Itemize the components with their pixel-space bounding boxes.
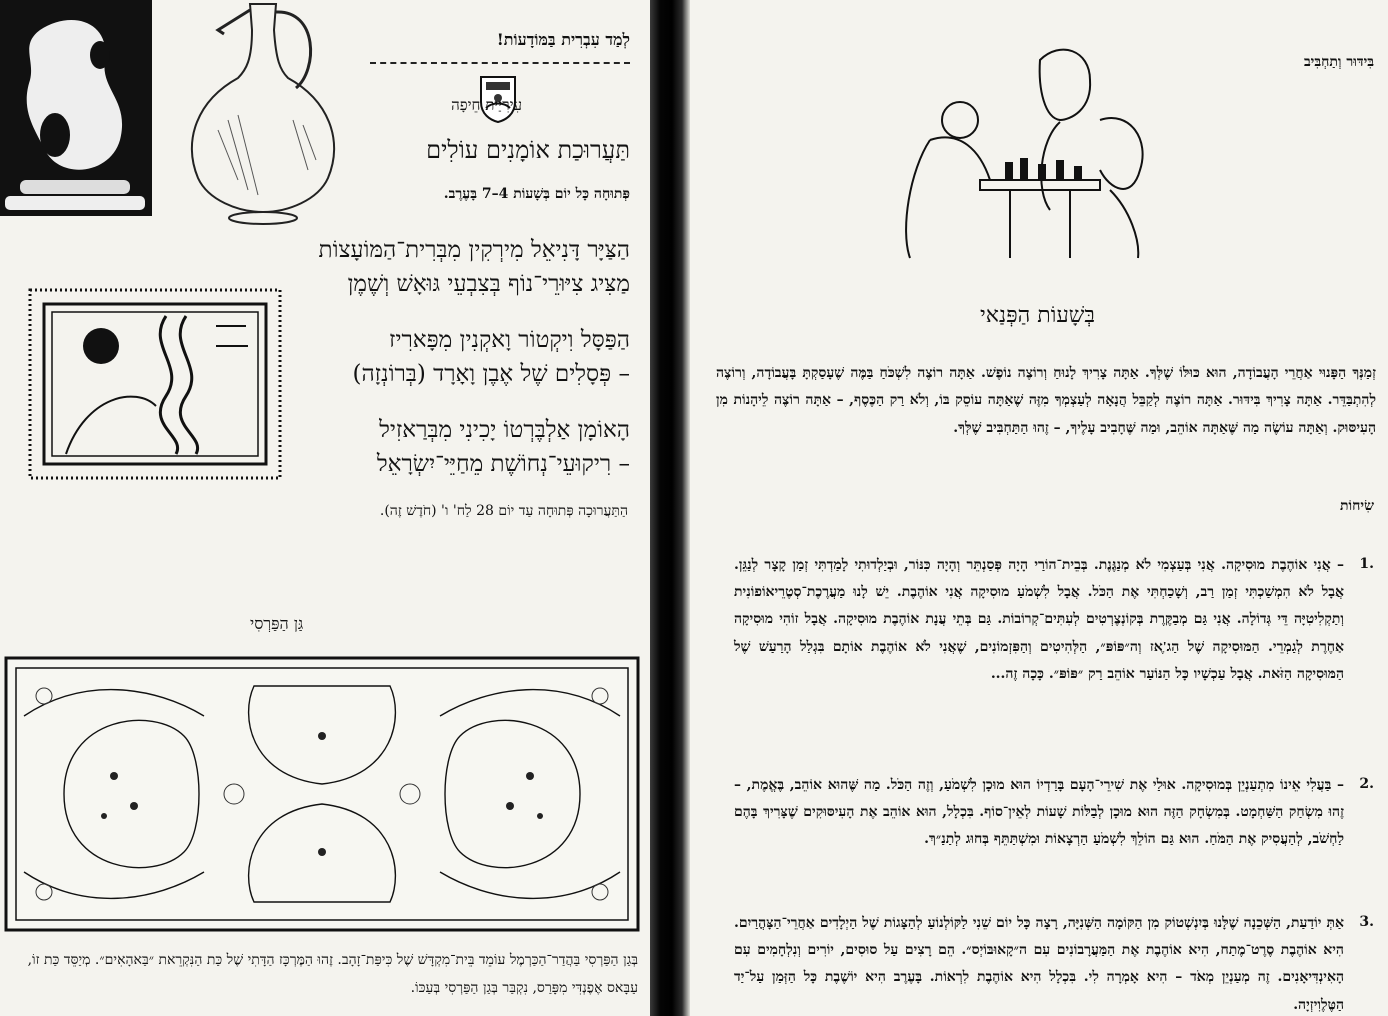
exhibition-dates: הַתַּעֲרוּכָה פְּתוּחָה עַד יוֹם 28 לַח' ו' (חֹדֶשׁ זֶה). (379, 503, 628, 519)
article-title: בְּשָׁעוֹת הַפְּנַאי (980, 303, 1095, 328)
left-page (0, 0, 650, 1016)
conversation-item: – אֲנִי אוֹהֶבֶת מוּסִיקָה. אֲנִי בְּעַצְמִי לֹא מְנַגֶּנֶת. בְּבֵית־הוֹרַי הָיָה פְּסַנְתֵּר וְהָיָה כִּנּוֹר, וּבְיַלְדוּתִי לָמַדְתִּי זְמַן קָצָר לְנַגֵּן. אֲבָל לֹא הִמְשַׁכְתִּי זְמַן רַב, וְשָׁכַחְתִּי אֶת הַכֹּל. אֲבָל לִשְׁמֹעַ מוּסִיקָה אֲנִי אוֹהֶבֶת. יֵשׁ לָנוּ מַעֲרֶכֶת־סְטֶרֵיאוֹפוֹנִית וְתַקְלִיטִיָּה דֵּי גְּדוֹלָה. אֲנִי גַּם מְבַקֶּרֶת בְּקוֹנְצֶרְטִים לְעִתִּים־קְרוֹבוֹת. גַּם בְּתֵי עֲנָת אוֹהֶבֶת מוּסִיקָה. אֲבָל זוֹהִי מוּסִיקָה אַחֶרֶת לְגַמְרֵי. הַמּוּסִיקָה שֶׁל הַג'ֶאז וְה״פּוֹפּ״, הַלְּהִיטִים וְהַפִּזְמוֹנִים, שֶׁאֲנִי לֹא אוֹהֶבֶת אוֹתָם בִּגְלַל הָרַעַשׁ שֶׁל הַמּוּסִיקָה הַזֹּאת. אֲבָל עַכְשָׁיו כָּל הַנּוֹעַר אוֹהֵב רַק ״פּוֹפּ״. כָּכָה זֶה... (734, 557, 1344, 682)
artist-2-line-1: הַפַּסָּל וִיקְטוֹר וָאקְנִין מִפָּארִיז (389, 327, 630, 353)
intro-paragraph: זְמַנְּךָ הַפָּנוּי אַחֲרֵי הָעֲבוֹדָה, הוּא כּוּלּוֹ שֶׁלְּךָ. אַתָּה צָרִיךְ לָנוּחַ וְרוֹצֶה נוֹפֶשׁ. אַתָּה רוֹצֶה לִשְׁכֹּחַ בַּמֶּה שֶׁעָסַקְתָּ בָּעֲבוֹדָה, וְרוֹצֶה לְהִתְבַּדֵּר. אַתָּה צָרִיךְ בִּידּוּר. אַתָּה רוֹצֶה לְקַבֵּל הֲנָאָה לְעַצְמְךָ מִזֶּה שֶׁאַתָּה עוֹסֵק בּוֹ, וְלֹא רַק הַכֶּסֶף, – אַתָּה רוֹצֶה לֵיהָנוֹת מִן הָעִיסּוּק. וְאַתָּה עוֹשֶׂה מַה שֶּׁאַתָּה אוֹהֵב, וּמַה שֶּׁחָבִיב עָלֶיךָ, – זֶהוּ הַתַּחְבִּיב שֶׁלְּךָ. (716, 365, 1376, 436)
municipality-name: עִירִיַּית חֵיפָה (451, 96, 522, 114)
persian-carpet-illustration (4, 656, 640, 932)
artist-3-line-1: הָאוֹמָן אַלְבֶּרְטוֹ יָכִינִי מִבְּרַאזִיל (379, 417, 630, 443)
book-spine (650, 0, 690, 1016)
artist-1-line-2: מַצִּיג צִיּוּרֵי־נוֹף בְּצִבְעֵי גּוּאָשׁ וְשֶׁמֶן (347, 271, 630, 297)
item-number: 1. (1359, 556, 1374, 572)
opening-hours: פְּתוּחָה כָּל יוֹם בְּשָׁעוֹת 4–7 בָּעֶרֶב. (443, 186, 630, 202)
advert-heading: לְמַד עִבְרִית בַּמּוֹדָעוֹת! (496, 30, 630, 49)
conversations-heading: שִׂיחוֹת (1340, 498, 1374, 514)
conversation-item: אַתְּ יוֹדַעַת, הַשְּׁכֵנָה שֶׁלָּנוּ בְּיִנְשְׁטוֹק מִן הַקּוֹמָה הַשְּׁנִיָּה, רָצָה כָּל יוֹם שֵׁנִי לַקּוֹלְנוֹעַ לְהַצָּגוֹת שֶׁל הַיְלָדִים אַחֲרֵי־הַצָּהֳרַיִם. הִיא אוֹהֶבֶת סֶרֶט־מֶתַח, הִיא אוֹהֶבֶת אֶת הַמַּעֲרָבוֹנִים עִם ה״קָאוּבּוֹיְס״. הֵם רָצִים עַל סוּסִים, יוֹרִים וְנִלְחָמִים עִם הָאִינְדִּיאָנִים. זֶה מְעַנְיֵן מְאֹד – הִיא אָמְרָה לִי. בִּכְלָל הִיא אוֹהֶבֶת לִרְאוֹת. בָּעֶרֶב הִיא יוֹשֶׁבֶת כָּל הַזְּמַן עַל־יַד הַטֶּלֶוִיזְיָה. (734, 915, 1344, 1013)
artist-1-line-1: הַצַּיָּר דָּנִיאֵל מִירְקִין מִבְּרִית־הַמּוֹעָצוֹת (318, 237, 630, 263)
item-number: 3. (1359, 914, 1374, 930)
artist-2-line-2: – פְּסָלִים שֶׁל אֶבֶן וָאָרָד (בְּרוֹנְזָה) (352, 361, 630, 387)
sculpture-illustration (0, 0, 152, 216)
persian-garden-text: בְּגַן הַפַּרְסִי בַּהֲדַר־הַכַּרְמֶל עוֹמֵד בֵּית־מִקְדָּשׁ שֶׁל כִּיפַּת־זָהָב. זֶהוּ הַמֶּרְכָּז הַדָּתִי שֶׁל כַּת הַנִּקְרֵאת ״בַּאהָאִים״. מְיַסֵּד כַּת זוֹ, עַבָּאס אֶפֶנְדִּי מִפָּרַס, נִקְבַּר בְּגַן הַפַּרְסִי בְּעַכּוֹ. (27, 952, 638, 996)
item-number: 2. (1359, 776, 1374, 792)
exhibition-title: תַּעֲרוּכַת אוֹמָנִים עוֹלִים (426, 136, 630, 164)
dashed-divider (370, 62, 630, 64)
chess-players-illustration (870, 30, 1160, 260)
artist-3-line-2: – רִיקוּעֵי־נְחוֹשֶׁת מֵחַיֵּי־יִשְׂרָאֵל (376, 451, 630, 477)
section-tag: בִּידּוּר וְתַחְבִּיב (1303, 54, 1374, 70)
right-page (690, 0, 1388, 1016)
persian-garden-title: גַּן הַפַּרְסִי (250, 614, 304, 633)
conversation-item: – בַּעֲלִי אֵינוֹ מִתְעַנְיֵן בְּמוּסִיקָה. אוּלַי אֶת שִׁירֵי־הָעָם בָּרַדְיוֹ הוּא מוּכָן לִשְׁמֹעַ, וְזֶה הַכֹּל. מַה שֶּׁהוּא אוֹהֵב, בֶּאֱמֶת, – זֶהוּ מִשְׂחַק הַשַּׁחְמָט. בְּמִשְׂחָק הַזֶּה הוּא מוּכָן לְבַלּוֹת שָׁעוֹת לְאֵין־סוֹף. בִּכְלָל, הוּא אוֹהֵב אֶת הָעִיסּוּקִים שֶׁצָּרִיךְ בָּהֶם לַחְשֹׁב, לְהַעֲסִיק אֶת הַמֹּחַ. הוּא גַּם הוֹלֵךְ לִשְׁמֹעַ הַרְצָאוֹת וּמִשְׁתַּתֵּף בְּחוּג לְתַנַ״ךְ. (734, 777, 1344, 848)
jug-illustration (168, 0, 358, 226)
framed-painting-illustration (26, 286, 284, 482)
